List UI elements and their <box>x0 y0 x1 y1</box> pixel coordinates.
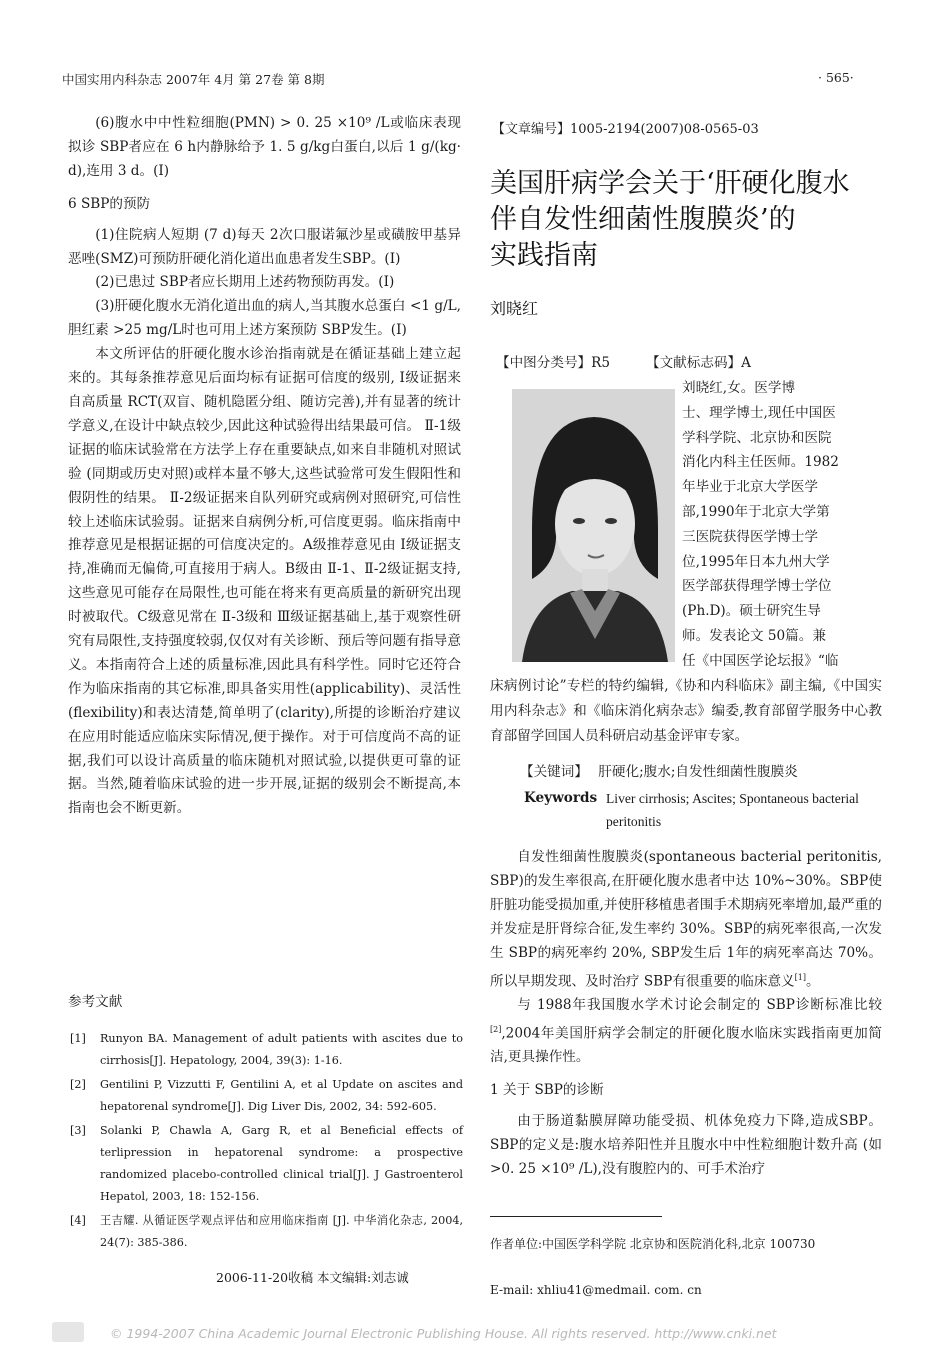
comparison-text-a: 与 1988年我国腹水学术讨论会制定的 SBP诊断标准比较 <box>517 996 882 1013</box>
bio-line: 年毕业于北京大学医学 <box>682 479 818 496</box>
reference-number: [4] <box>70 1214 86 1227</box>
comparison-text-b: ,2004年美国肝病学会制定的肝硬化腹水临床实践指南更加简洁,更具操作性。 <box>490 1025 882 1066</box>
author-photo <box>512 389 675 662</box>
article-title <box>490 166 910 274</box>
footnote-rule <box>490 1216 662 1217</box>
bio-line: 部,1990年于北京大学第 <box>682 503 830 520</box>
page-number: · 565· <box>818 70 854 85</box>
reference-item <box>70 1028 463 1072</box>
reference-text: 王吉耀. 从循证医学观点评估和应用临床指南 [J]. 中华消化杂志, 2004, 24(7): 385-386. <box>100 1214 463 1249</box>
reference-number: [3] <box>70 1124 86 1137</box>
bio-line: 三医院获得医学博士学 <box>682 528 818 545</box>
reference-item <box>70 1074 463 1118</box>
paragraph-evidence: 本文所评估的肝硬化腹水诊治指南就是在循证基础上建立起来的。其每条推荐意见后面均标有证据可信度的级别, Ⅰ级证据来自高质量 RCT(双盲、随机隐匿分组、随访完善),并有显著的统计学意义,在设计中缺点较少,因此这种试验得出结果最可信。 Ⅱ-1级证据的临床试验常在方法学上存在重要缺点,如来自非随机对照试验 (同期或历史对照)或样本量不够大,这些试验常可发生假阳性和假阴性的结果。 Ⅱ-2级证据来自队列研究或病例对照研究,可信性较上述临床试验弱。证据来自病例分析,可信度更弱。临床指南中推荐意见是根据证据的可信度决定的。A级推荐意见由 Ⅰ级证据支持,准确而无偏倚,可直接用于病人。B级由 Ⅱ-1、Ⅱ-2级证据支持,这些意见可能存在局限性,也可能在将来有更高质量的新研究出现时被取代。C级意见常在 Ⅱ-3级和 Ⅲ级证据基础上,基于观察性研究有局限性,支持强度较弱,仅仅对有关诊断、预后等问题有指导意义。本指南符合上述的质量标准,因此具有科学性。同时它还符合作为临床指南的其它标准,即具备实用性(applicability)、灵活性 (flexibility)和表达清楚,简单明了(clarity),所提的诊断治疗建议在应用时能适应临床实际情况,便于操作。对于可信度尚不高的证据,我们可以设计高质量的临床随机对照试验,以提供更可靠的证据。当然,随着临床试验的进一步开展,证据的级别会不断提高,本指南也会不断更新。 <box>68 346 461 817</box>
paragraph-pmn: (6)腹水中中性粒细胞(PMN) > 0. 25 ×10⁹ /L或临床表现拟诊 SBP者应在 6 h内静脉给予 1. 5 g/kg白蛋白,以后 1 g/(kg· d),连用 3 d。(Ⅰ) <box>68 115 461 179</box>
reference-item <box>70 1210 463 1254</box>
right-body <box>490 846 882 1182</box>
reference-number: [1] <box>70 1032 86 1045</box>
received-note: 2006-11-20收稿 本文编辑:刘志诚 <box>216 1270 409 1285</box>
author-name: 刘晓红 <box>490 299 539 318</box>
bio-line: 位,1995年日本九州大学 <box>682 553 830 570</box>
citation-2: [2] <box>490 1024 502 1034</box>
author-bio-lines <box>682 376 882 674</box>
paragraph-diagnosis: 由于肠道黏膜屏障功能受损、机体免疫力下降,造成SBP。SBP的定义是:腹水培养阳性并且腹水中中性粒细胞计数升高 (如 >0. 25 ×10⁹ /L),没有腹腔内的、可手术治疗 <box>490 1113 882 1177</box>
keywords-cn-label: 【关键词】 <box>520 764 588 780</box>
title-line: 实践指南 <box>490 240 598 271</box>
cnki-logo-icon <box>52 1322 84 1342</box>
reference-text: Runyon BA. Management of adult patients with ascites due to cirrhosis[J]. Hepatology, 2004, 39(3): 1-16. <box>100 1032 463 1067</box>
keywords-en-text: Liver cirrhosis; Ascites; Spontaneous bacterial peritonitis <box>606 791 859 829</box>
bio-line: 士、理学博士,现任中国医 <box>682 404 836 421</box>
paragraph-prevention-1: (1)住院病人短期 (7 d)每天 2次口服诺氟沙星或磺胺甲基异恶唑(SMZ)可预防肝硬化消化道出血患者发生SBP。(Ⅰ) <box>68 226 461 267</box>
intro-text: 自发性细菌性腹膜炎(spontaneous bacterial peritonitis, SBP)的发生率很高,在肝硬化腹水患者中达 10%~30%。SBP使肝脏功能受损加重,并使肝移植患者围手术期病死率增加,最严重的并发症是肝肾综合征,发生率约 30%。SBP的病死率很高,一次发生 SBP的病死率约 20%, SBP发生后 1年的病死率高达 70%。所以早期发现、及时治疗 SBP有很重要的临床意义 <box>490 849 882 990</box>
intro-end: 。 <box>806 973 820 990</box>
section-heading-prevention: 6 SBP的预防 <box>68 195 151 212</box>
bio-line: 师。发表论文 50篇。兼 <box>682 627 826 644</box>
document-code: 【文献标志码】A <box>646 355 751 371</box>
classification-code: 【中图分类号】R5 <box>496 355 611 371</box>
author-bio-continued: 床病例讨论”专栏的特约编辑,《协和内科临床》副主编,《中国实用内科杂志》和《临床消化病杂志》编委,教育部留学服务中心教育部留学回国人员科研启动基金评审专家。 <box>490 678 882 744</box>
reference-item <box>70 1120 463 1208</box>
paragraph-comparison <box>490 994 882 1070</box>
bio-line: 医学部获得理学博士学位 <box>682 578 832 595</box>
bio-line: 刘晓红,女。医学博 <box>682 380 796 396</box>
title-line: 美国肝病学会关于‘肝硬化腹水 <box>490 168 850 199</box>
reference-text: Solanki P, Chawla A, Garg R, et al Beneficial effects of terlipression in hepatorenal syndrome: a prospective randomized placebo-controlled clinical trial[J]. J Gastroenterol Hepatol, 2003, 18: 152-156. <box>100 1124 463 1203</box>
portrait-image <box>512 389 675 662</box>
author-affiliation: 作者单位:中国医学科学院 北京协和医院消化科,北京 100730 <box>490 1237 816 1251</box>
running-header-left: 中国实用内科杂志 2007年 4月 第 27卷 第 8期 <box>62 72 325 87</box>
keywords-en-label: Keywords <box>524 790 598 806</box>
bio-line: 学科学院、北京协和医院 <box>682 429 832 446</box>
article-number: 【文章编号】1005-2194(2007)08-0565-03 <box>492 122 759 137</box>
reference-text: Gentilini P, Vizzutti F, Gentilini A, et al Update on ascites and hepatorenal syndrome[J]. Dig Liver Dis, 2002, 34: 592-605. <box>100 1078 463 1113</box>
title-line: 伴自发性细菌性腹膜炎’的 <box>490 204 796 235</box>
bio-line: (Ph.D)。硕士研究生导 <box>682 603 821 620</box>
paragraph-sbp-intro <box>490 846 882 994</box>
section-heading-diagnosis: 1 关于 SBP的诊断 <box>490 1082 604 1099</box>
paragraph-prevention-2: (2)已患过 SBP者应长期用上述药物预防再发。(Ⅰ) <box>95 274 395 291</box>
reference-number: [2] <box>70 1078 86 1091</box>
bio-line: 任《中国医学论坛报》“临 <box>682 652 839 669</box>
keywords-en <box>524 787 882 833</box>
reference-list <box>70 1028 463 1256</box>
paragraph-prevention-3: (3)肝硬化腹水无消化道出血的病人,当其腹水总蛋白 <1 g/L,胆红素 >25 mg/L时也可用上述方案预防 SBP发生。(Ⅰ) <box>68 298 461 339</box>
keywords-cn-text: 肝硬化;腹水;自发性细菌性腹膜炎 <box>598 764 798 780</box>
left-column <box>68 112 461 821</box>
bio-line: 消化内科主任医师。1982 <box>682 454 839 471</box>
author-email: E-mail: xhliu41@medmail. com. cn <box>490 1283 702 1297</box>
keywords-cn <box>520 761 882 784</box>
references-heading: 参考文献 <box>68 994 123 1010</box>
copyright-notice: © 1994-2007 China Academic Journal Electronic Publishing House. All rights reserved. http://www.cnki.net <box>110 1326 777 1341</box>
citation-1: [1] <box>794 972 806 982</box>
